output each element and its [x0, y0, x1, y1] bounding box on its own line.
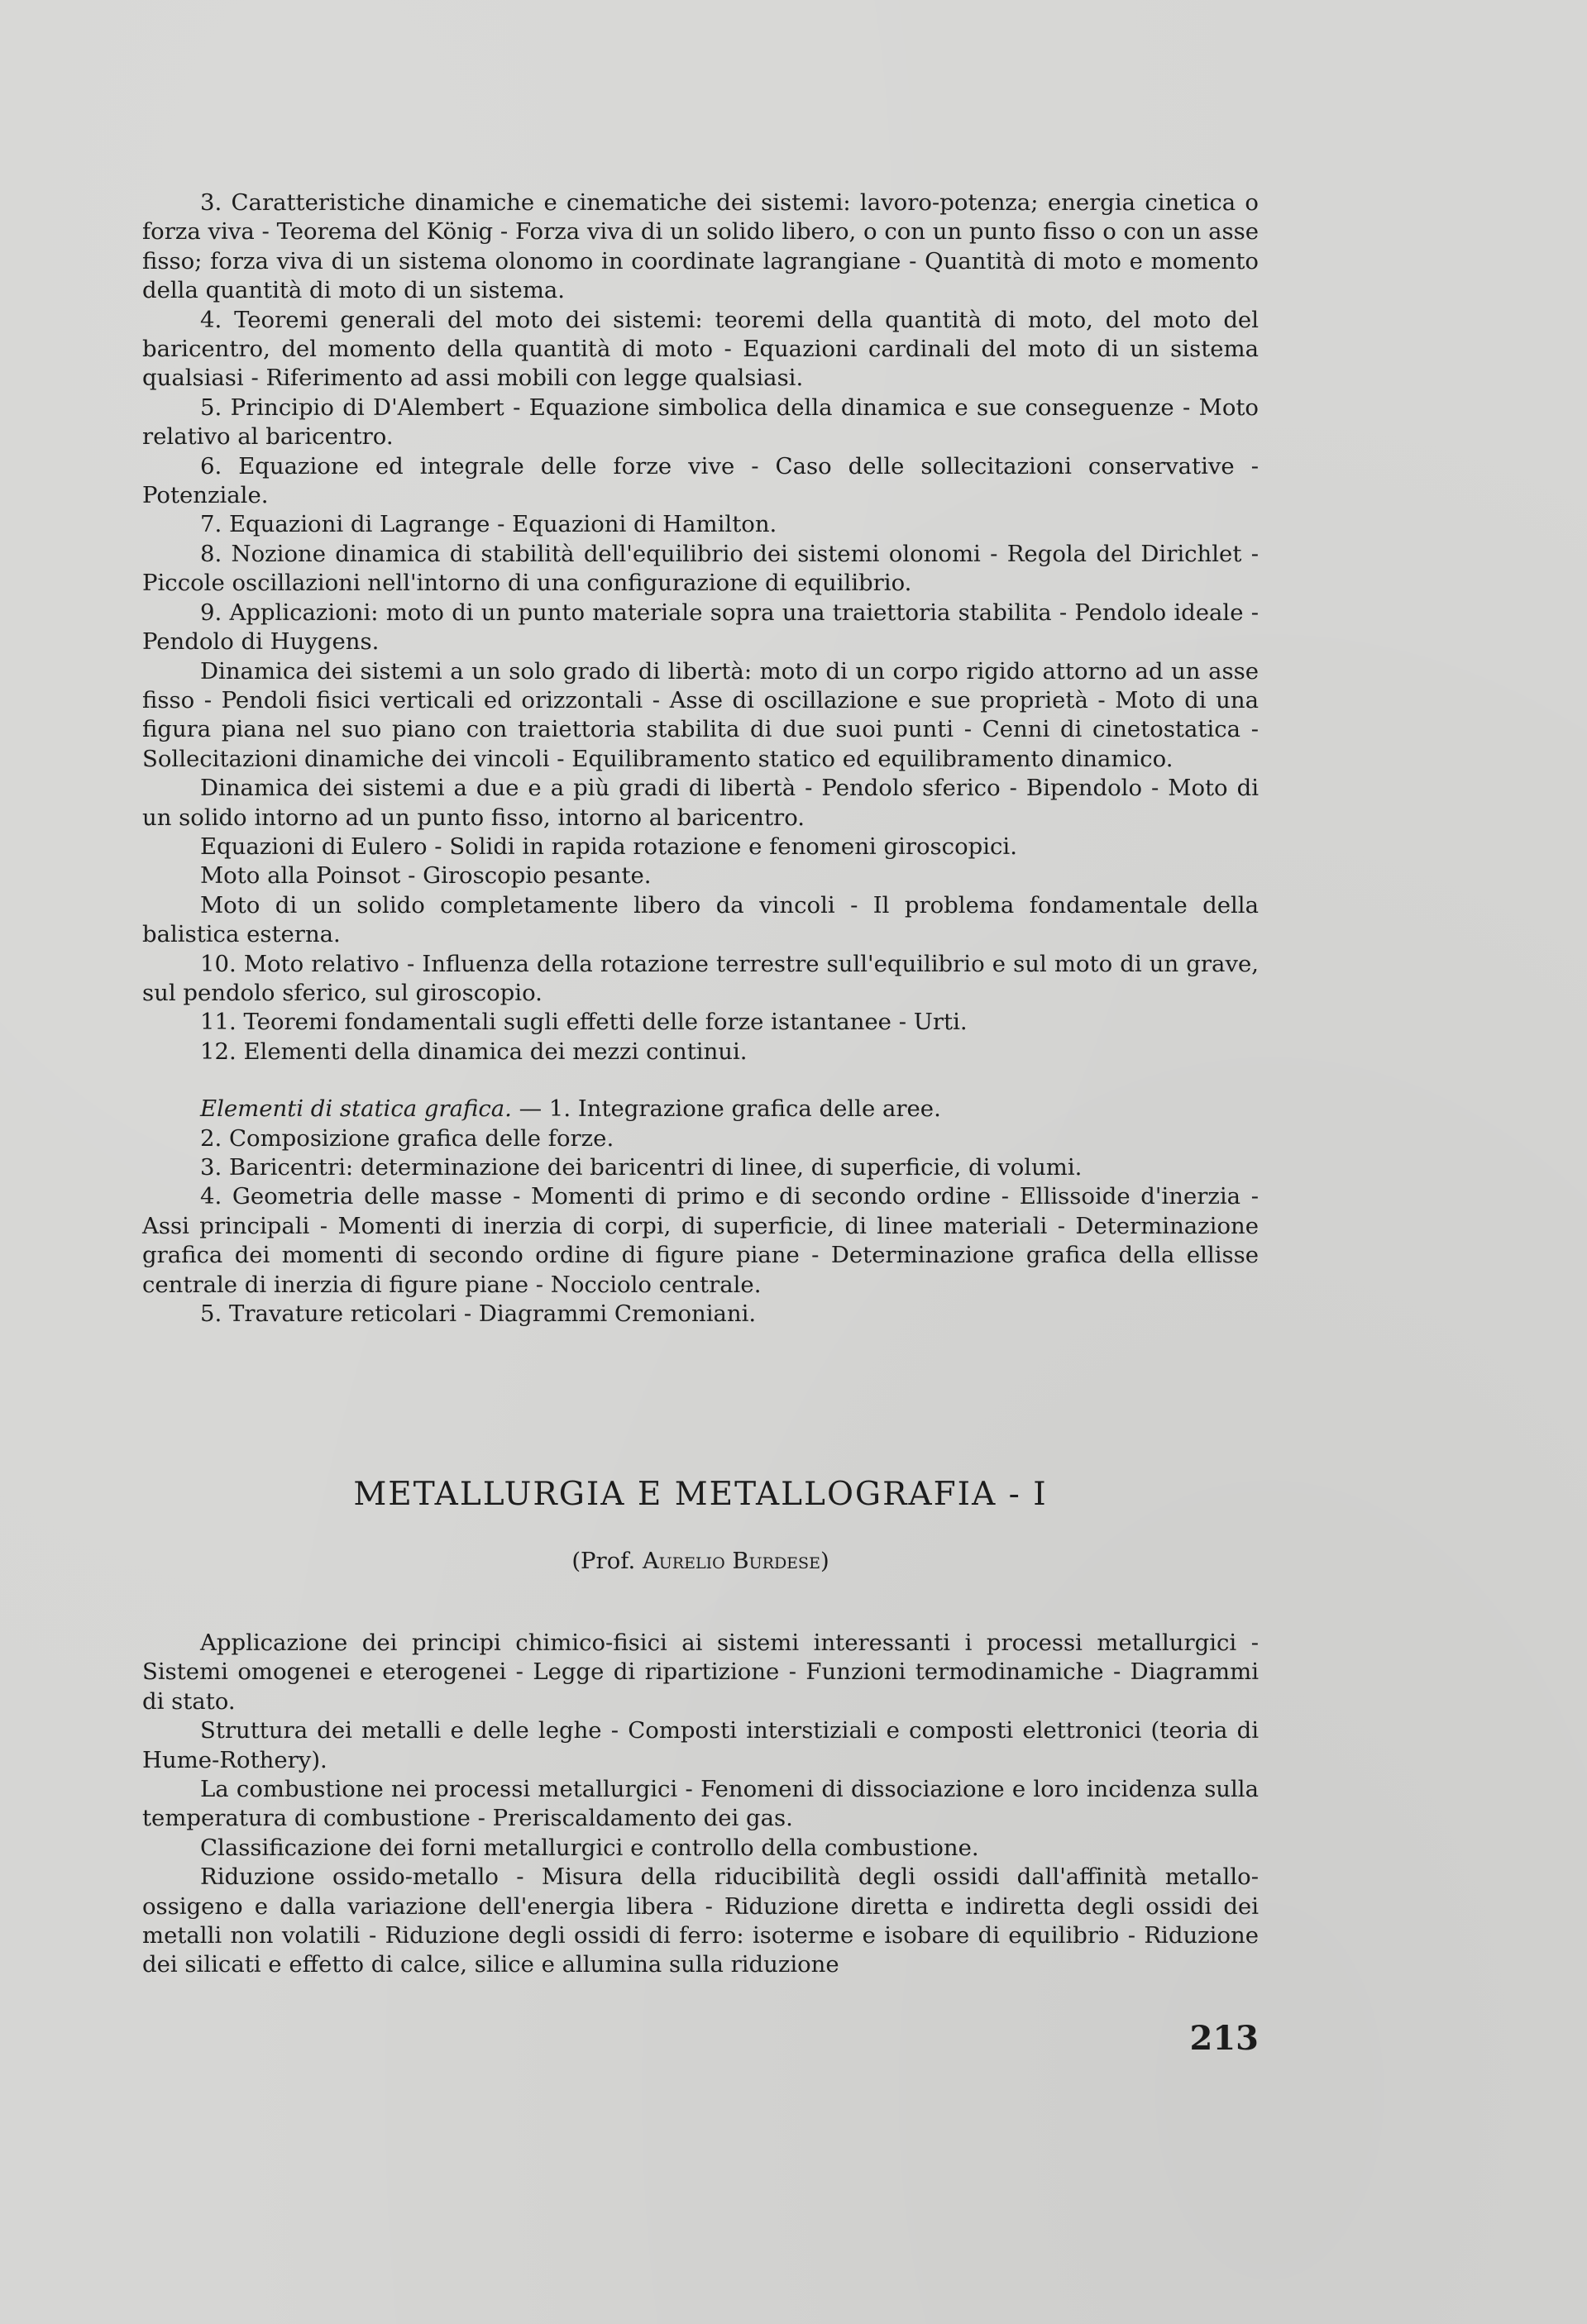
- paragraph: Equazioni di Eulero - Solidi in rapida rotazione e fenomeni giroscopici.: [200, 833, 1017, 860]
- author-suffix: ): [820, 1548, 829, 1574]
- section-title: METALLURGIA E METALLOGRAFIA - I: [353, 1476, 1048, 1513]
- paragraph: 2. Composizione grafica delle forze.: [200, 1124, 614, 1152]
- paragraph: 5. Travature reticolari - Diagrammi Cremoniani.: [200, 1300, 757, 1328]
- paragraph: 11. Teoremi fondamentali sugli effetti delle forze istantanee - Urti.: [200, 1009, 968, 1036]
- statica-lead-rest: — 1. Integrazione grafica delle aree.: [511, 1095, 941, 1123]
- paragraph: 4. Geometria delle masse - Momenti di primo e di secondo ordine - Ellissoide d'inerzia - Assi principali - Momenti di inerzia di corpi, di superficie, di linee materiali - Determinazione grafica dei momenti di secondo ordine di figure piane - Determinazione grafica della ellisse centrale di inerzia di figure piane - Nocciolo centrale.: [142, 1183, 1259, 1298]
- paragraph: 12. Elementi della dinamica dei mezzi continui.: [200, 1038, 748, 1065]
- paragraph: 5. Principio di D'Alembert - Equazione simbolica della dinamica e sue conseguenze - Moto relativo al baricentro.: [142, 394, 1259, 451]
- paragraph: La combustione nei processi metallurgici - Fenomeni di dissociazione e loro incidenza sulla temperatura di combustione - Preriscaldamento dei gas.: [142, 1776, 1259, 1832]
- paragraph: 4. Teoremi generali del moto dei sistemi: teoremi della quantità di moto, del moto del baricentro, del momento della quantità di moto - Equazioni cardinali del moto di un sistema qualsiasi - Riferimento ad assi mobili con legge qualsiasi.: [142, 306, 1259, 392]
- paragraph: Dinamica dei sistemi a un solo grado di libertà: moto di un corpo rigido attorno ad un asse fisso - Pendoli fisici verticali ed orizzontali - Asse di oscillazione e sue proprietà - Moto di una figura piana nel suo piano con traiettoria stabilita di due suoi punti - Cenni di cinetostatica - Sollecitazioni dinamiche dei vincoli - Equilibramento statico ed equilibramento dinamico.: [142, 657, 1259, 772]
- author-prefix: (Prof.: [571, 1548, 643, 1574]
- paragraph: 7. Equazioni di Lagrange - Equazioni di Hamilton.: [200, 511, 777, 538]
- page-number: 213: [1189, 2019, 1259, 2058]
- paragraph: 3. Caratteristiche dinamiche e cinematiche dei sistemi: lavoro-potenza; energia cinetica o forza viva - Teorema del König - Forza viva di un solido libero, o con un punto fisso o con un asse fisso; forza viva di un sistema olonomo in coordinate lagrangiane - Quantità di moto e momento della quantità di moto di un sistema.: [142, 189, 1259, 304]
- paragraph: Classificazione dei forni metallurgici e controllo della combustione.: [200, 1834, 979, 1861]
- paragraph: 9. Applicazioni: moto di un punto materiale sopra una traiettoria stabilita - Pendolo ideale - Pendolo di Huygens.: [142, 599, 1259, 656]
- paragraph: Moto alla Poinsot - Giroscopio pesante.: [200, 862, 652, 890]
- paragraph: Moto di un solido completamente libero da vincoli - Il problema fondamentale della balistica esterna.: [142, 891, 1259, 948]
- paragraph: Struttura dei metalli e delle leghe - Composti interstiziali e composti elettronici (teoria di Hume-Rothery).: [142, 1717, 1259, 1773]
- paragraph: 8. Nozione dinamica di stabilità dell'equilibrio dei sistemi olonomi - Regola del Dirichlet - Piccole oscillazioni nell'intorno di una configurazione di equilibrio.: [142, 540, 1259, 597]
- paragraph: Applicazione dei principi chimico-fisici ai sistemi interessanti i processi metallurgici - Sistemi omogenei e eterogenei - Legge di ripartizione - Funzioni termodinamiche - Diagrammi di stato.: [142, 1630, 1259, 1715]
- body-text-part1: [142, 188, 1259, 1329]
- body-text-part2: [142, 1629, 1259, 1980]
- statica-lead: Elementi di statica grafica.: [200, 1095, 512, 1123]
- statica-lead-paragraph: [142, 1095, 1259, 1124]
- author-name: Aurelio Burdese: [642, 1548, 820, 1574]
- paragraph: 10. Moto relativo - Influenza della rotazione terrestre sull'equilibrio e sul moto di un grave, sul pendolo sferico, sul giroscopio.: [142, 950, 1259, 1006]
- paragraph: Dinamica dei sistemi a due e a più gradi di libertà - Pendolo sferico - Bipendolo - Moto di un solido intorno ad un punto fisso, intorno al baricentro.: [142, 775, 1259, 831]
- paragraph: 3. Baricentri: determinazione dei baricentri di linee, di superficie, di volumi.: [200, 1154, 1083, 1181]
- spacer: [142, 1067, 1259, 1095]
- section-header: [142, 1476, 1259, 1574]
- section-author: [142, 1548, 1259, 1574]
- paragraph: 6. Equazione ed integrale delle forze vive - Caso delle sollecitazioni conservative - Potenziale.: [142, 452, 1259, 509]
- paragraph: Riduzione ossido-metallo - Misura della riducibilità degli ossidi dall'affinità metallo-ossigeno e dalla variazione dell'energia libera - Riduzione diretta e indiretta degli ossidi dei metalli non volatili - Riduzione degli ossidi di ferro: isoterme e isobare di equilibrio - Riduzione dei silicati e effetto di calce, silice e allumina sulla riduzione: [142, 1863, 1259, 1978]
